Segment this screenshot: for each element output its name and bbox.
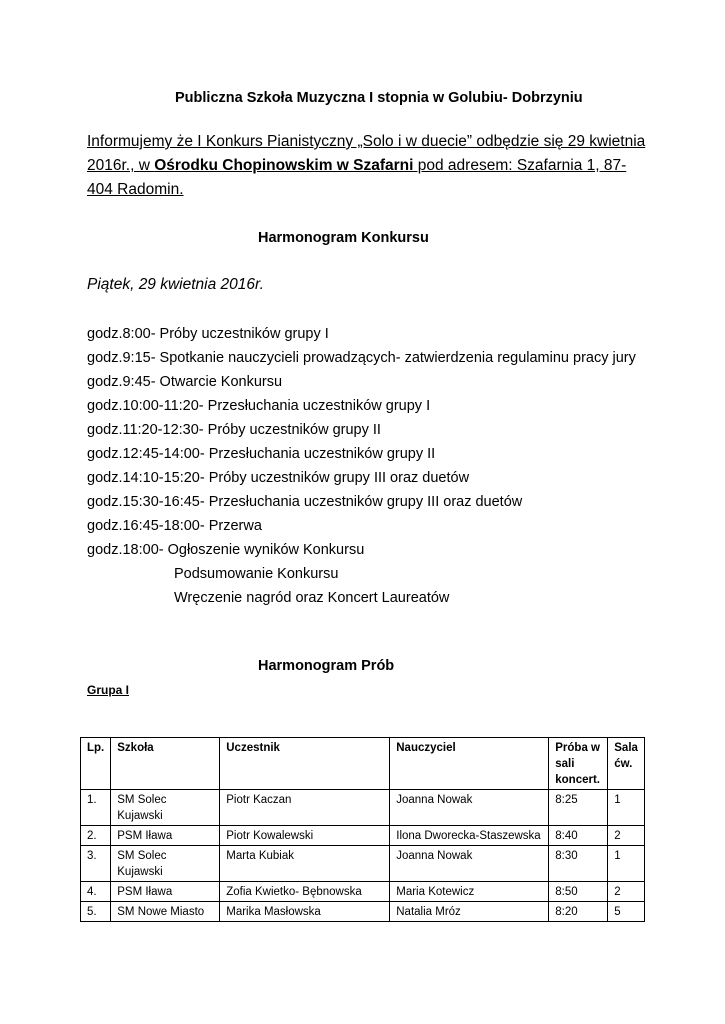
cell-lp: 2. <box>81 826 111 846</box>
schedule-item: godz.9:45- Otwarcie Konkursu <box>87 374 283 390</box>
header-lp: Lp. <box>81 738 111 790</box>
schedule-item: godz.18:00- Ogłoszenie wyników Konkursu <box>87 542 365 558</box>
schedule-item: godz.15:30-16:45- Przesłuchania uczestników grupy III oraz duetów <box>87 494 523 510</box>
rehearsal-schedule-heading: Harmonogram Prób <box>258 658 395 674</box>
cell-school: PSM Iława <box>111 882 220 902</box>
cell-school: PSM Iława <box>111 826 220 846</box>
cell-participant: Piotr Kowalewski <box>220 826 390 846</box>
schedule-item: godz.16:45-18:00- Przerwa <box>87 518 262 534</box>
group-label: Grupa I <box>87 683 130 697</box>
cell-room: 2 <box>608 882 645 902</box>
cell-lp: 4. <box>81 882 111 902</box>
rehearsal-table <box>80 737 645 922</box>
cell-room: 2 <box>608 826 645 846</box>
schedule-item: godz.12:45-14:00- Przesłuchania uczestników grupy II <box>87 446 436 462</box>
table-row <box>81 790 645 826</box>
header-school: Szkoła <box>111 738 220 790</box>
info-venue: Ośrodku Chopinowskim w Szafarni <box>154 157 414 174</box>
cell-room: 1 <box>608 790 645 826</box>
cell-rehearsal-time: 8:25 <box>549 790 608 826</box>
cell-room: 5 <box>608 902 645 922</box>
cell-lp: 3. <box>81 846 111 882</box>
table-header-row <box>81 738 645 790</box>
cell-rehearsal-time: 8:50 <box>549 882 608 902</box>
cell-school: SM Solec Kujawski <box>111 846 220 882</box>
cell-lp: 5. <box>81 902 111 922</box>
cell-teacher: Joanna Nowak <box>390 790 549 826</box>
schedule-list <box>87 322 647 610</box>
cell-participant: Piotr Kaczan <box>220 790 390 826</box>
cell-participant: Marika Masłowska <box>220 902 390 922</box>
schedule-item: godz.14:10-15:20- Próby uczestników grupy III oraz duetów <box>87 470 470 486</box>
cell-teacher: Joanna Nowak <box>390 846 549 882</box>
header-rehearsal-time: Próba w sali koncert. <box>549 738 608 790</box>
schedule-item: godz.8:00- Próby uczestników grupy I <box>87 326 329 342</box>
table-row <box>81 846 645 882</box>
cell-rehearsal-time: 8:30 <box>549 846 608 882</box>
cell-participant: Zofia Kwietko- Bębnowska <box>220 882 390 902</box>
cell-teacher: Maria Kotewicz <box>390 882 549 902</box>
header-participant: Uczestnik <box>220 738 390 790</box>
schedule-item: Podsumowanie Konkursu <box>174 566 339 582</box>
school-title: Publiczna Szkoła Muzyczna I stopnia w Golubiu- Dobrzyniu <box>175 90 583 106</box>
cell-teacher: Natalia Mróz <box>390 902 549 922</box>
cell-rehearsal-time: 8:40 <box>549 826 608 846</box>
schedule-item: godz.10:00-11:20- Przesłuchania uczestników grupy I <box>87 398 431 414</box>
schedule-item: godz.11:20-12:30- Próby uczestników grupy II <box>87 422 381 438</box>
competition-schedule-heading: Harmonogram Konkursu <box>258 230 429 246</box>
cell-rehearsal-time: 8:20 <box>549 902 608 922</box>
schedule-item: godz.9:15- Spotkanie nauczycieli prowadzących- zatwierdzenia regulaminu pracy jury <box>87 350 636 366</box>
table-row <box>81 882 645 902</box>
header-room: Sala ćw. <box>608 738 645 790</box>
event-date: Piątek, 29 kwietnia 2016r. <box>87 276 264 293</box>
schedule-item: Wręczenie nagród oraz Koncert Laureatów <box>174 590 450 606</box>
info-text-start: Informujemy że I Konkurs Pianistyczny „Solo i w duecie” odbędzie się 29 kwietnia 2016r., w <box>87 133 646 174</box>
cell-lp: 1. <box>81 790 111 826</box>
info-text-end: pod adresem: Szafarnia 1, 87-404 Radomin. <box>87 157 627 198</box>
cell-school: SM Solec Kujawski <box>111 790 220 826</box>
table-row <box>81 826 645 846</box>
cell-teacher: Ilona Dworecka-Staszewska <box>390 826 549 846</box>
header-teacher: Nauczyciel <box>390 738 549 790</box>
cell-room: 1 <box>608 846 645 882</box>
cell-school: SM Nowe Miasto <box>111 902 220 922</box>
cell-participant: Marta Kubiak <box>220 846 390 882</box>
competition-info <box>87 130 647 202</box>
table-row <box>81 902 645 922</box>
